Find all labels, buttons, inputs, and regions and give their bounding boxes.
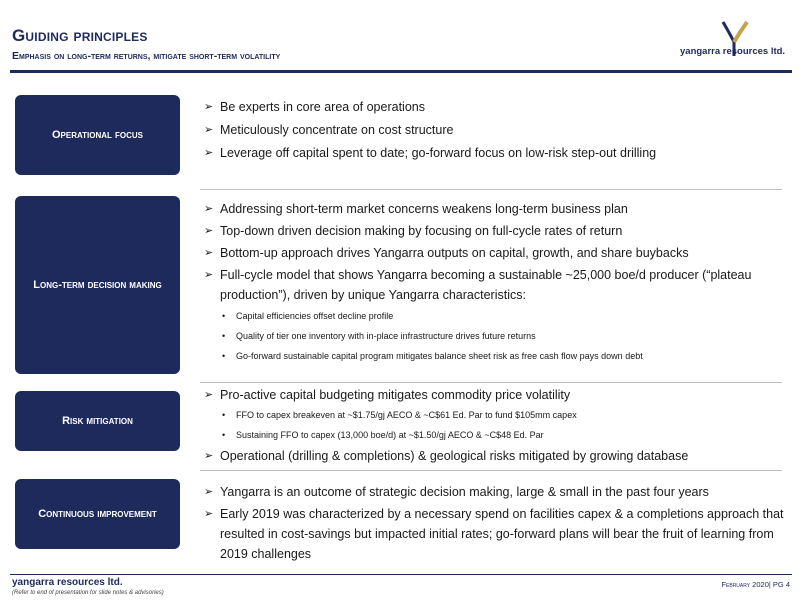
bullet-item: ➢ Top-down driven decision making by focusing on full-cycle rates of return bbox=[204, 221, 788, 241]
arrow-bullet-icon: ➢ bbox=[204, 486, 214, 498]
dot-bullet-icon: • bbox=[222, 430, 226, 440]
sub-bullet-item: • Quality of tier one inventory with in-place infrastructure drives future returns bbox=[204, 326, 788, 346]
company-logo bbox=[680, 20, 792, 70]
section-label-continuous-improvement: Continuous improvement bbox=[15, 479, 180, 549]
section-label-risk-mitigation: Risk mitigation bbox=[15, 391, 180, 451]
footer-company: yangarra resources ltd. bbox=[12, 577, 123, 588]
bullet-item: ➢ Be experts in core area of operations bbox=[204, 97, 788, 117]
arrow-bullet-icon: ➢ bbox=[204, 247, 214, 259]
bullet-item: ➢ Full-cycle model that shows Yangarra becoming a sustainable ~25,000 boe/d producer (“plateau production”), driven by unique Yangarra characteristics: bbox=[204, 265, 788, 305]
dot-bullet-icon: • bbox=[222, 331, 226, 341]
arrow-bullet-icon: ➢ bbox=[204, 450, 214, 462]
section-separator bbox=[200, 189, 782, 190]
sub-bullet-item: • Capital efficiencies offset decline profile bbox=[204, 306, 788, 326]
dot-bullet-icon: • bbox=[222, 311, 226, 321]
footer-note: (Refer to end of presentation for slide notes & advisories) bbox=[12, 590, 164, 596]
header-rule bbox=[10, 70, 792, 73]
sub-bullet-item: • Go-forward sustainable capital program mitigates balance sheet risk as free cash flow pays down debt bbox=[204, 346, 788, 366]
section-operational-focus bbox=[204, 97, 788, 163]
section-continuous-improvement bbox=[204, 482, 788, 564]
section-label-operational-focus: Operational focus bbox=[15, 95, 180, 175]
section-separator bbox=[200, 470, 782, 471]
arrow-bullet-icon: ➢ bbox=[204, 101, 214, 113]
arrow-bullet-icon: ➢ bbox=[204, 124, 214, 136]
page-subtitle: Emphasis on long-term returns, mitigate short-term volatility bbox=[12, 50, 281, 62]
bullet-item: ➢ Yangarra is an outcome of strategic decision making, large & small in the past four years bbox=[204, 482, 788, 502]
footer-rule bbox=[10, 574, 792, 575]
section-long-term-decision-making bbox=[204, 199, 788, 366]
bullet-item: ➢ Operational (drilling & completions) & geological risks mitigated by growing database bbox=[204, 446, 788, 466]
logo-text: yangarra resources ltd. bbox=[680, 46, 786, 57]
bullet-item: ➢ Leverage off capital spent to date; go-forward focus on low-risk step-out drilling bbox=[204, 143, 788, 163]
bullet-item: ➢ Bottom-up approach drives Yangarra outputs on capital, growth, and share buybacks bbox=[204, 243, 788, 263]
arrow-bullet-icon: ➢ bbox=[204, 269, 214, 281]
bullet-item: ➢ Pro-active capital budgeting mitigates commodity price volatility bbox=[204, 385, 788, 405]
arrow-bullet-icon: ➢ bbox=[204, 203, 214, 215]
section-risk-mitigation bbox=[204, 385, 788, 466]
page-title: Guiding principles bbox=[12, 26, 148, 45]
dot-bullet-icon: • bbox=[222, 351, 226, 361]
arrow-bullet-icon: ➢ bbox=[204, 147, 214, 159]
arrow-bullet-icon: ➢ bbox=[204, 225, 214, 237]
sub-bullet-item: • FFO to capex breakeven at ~$1.75/gj AECO & ~C$61 Ed. Par to fund $105mm capex bbox=[204, 405, 788, 425]
section-label-long-term-decision-making: Long-term decision making bbox=[15, 196, 180, 374]
arrow-bullet-icon: ➢ bbox=[204, 508, 214, 520]
sub-bullet-item: • Sustaining FFO to capex (13,000 boe/d) at ~$1.50/gj AECO & ~C$48 Ed. Par bbox=[204, 425, 788, 445]
bullet-item: ➢ Addressing short-term market concerns weakens long-term business plan bbox=[204, 199, 788, 219]
dot-bullet-icon: • bbox=[222, 410, 226, 420]
footer-date-page: February 2020| PG 4 bbox=[721, 580, 790, 589]
bullet-item: ➢ Early 2019 was characterized by a necessary spend on facilities capex & a completions approach that resulted in cost-savings but impacted initial rates; go-forward plans will bear the fruit of learning from 2019 challenges bbox=[204, 504, 788, 564]
bullet-item: ➢ Meticulously concentrate on cost structure bbox=[204, 120, 788, 140]
arrow-bullet-icon: ➢ bbox=[204, 389, 214, 401]
section-separator bbox=[200, 382, 782, 383]
